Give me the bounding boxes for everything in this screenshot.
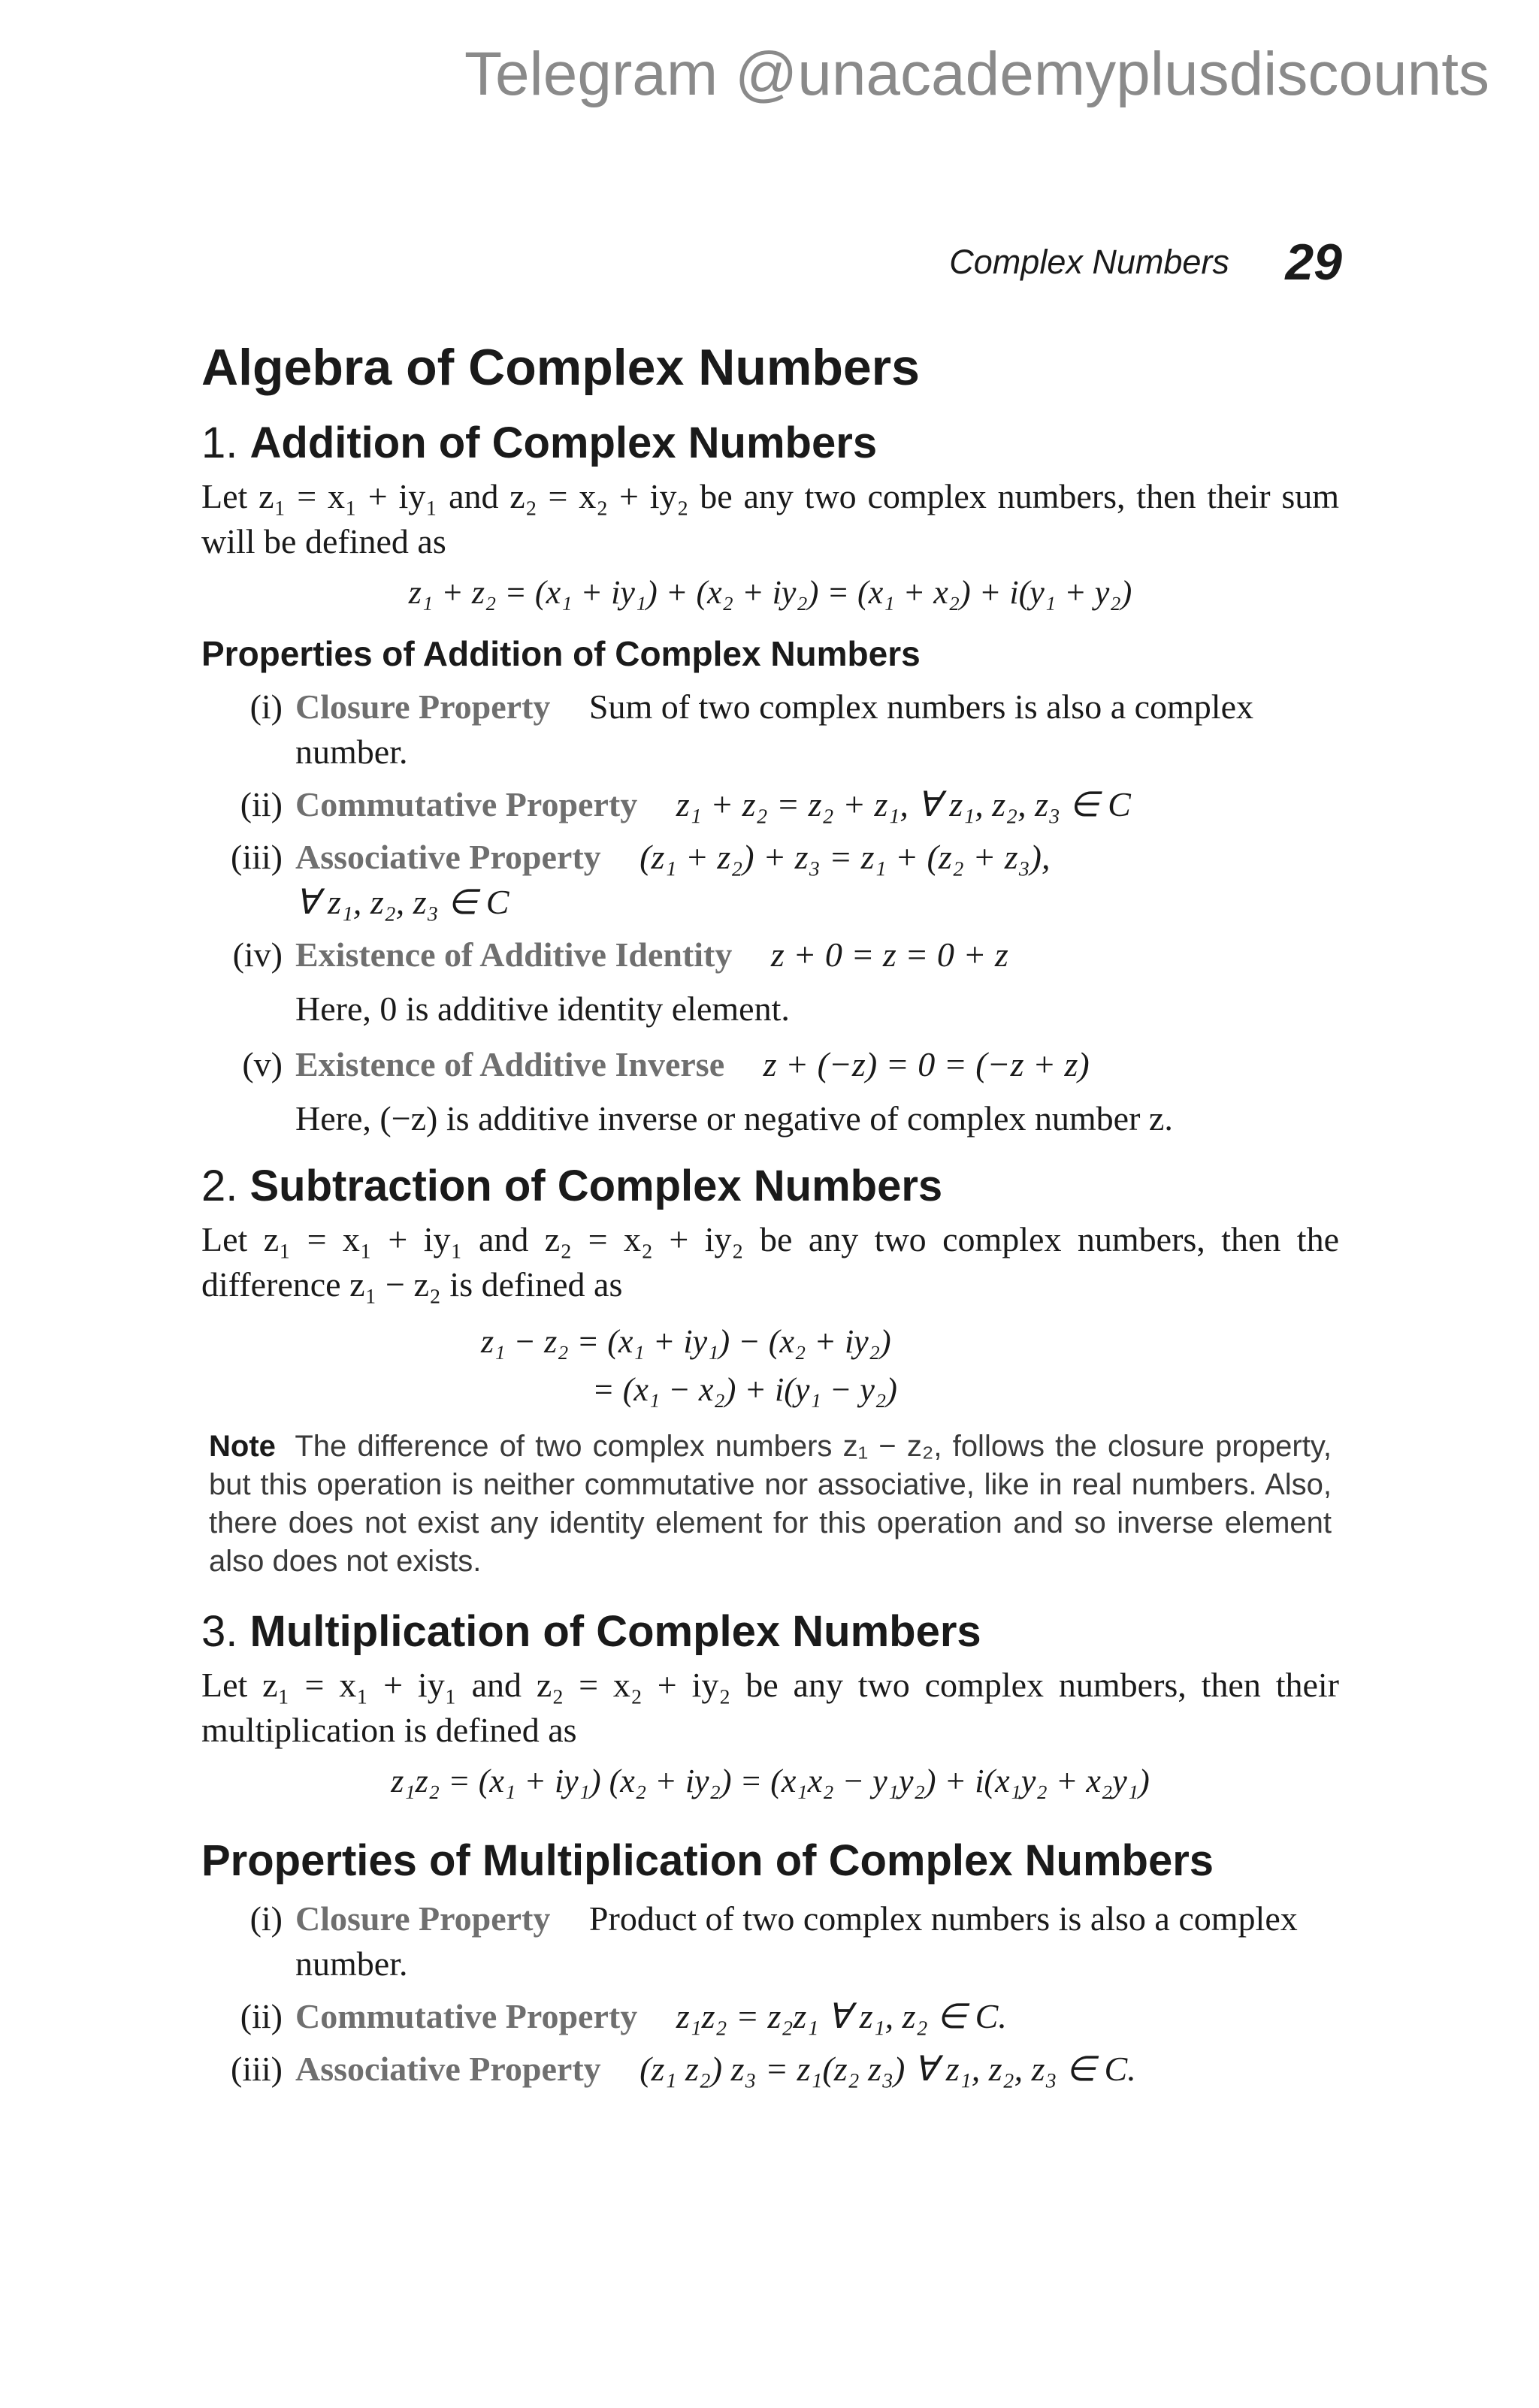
multiplication-property-commutative <box>201 1994 1339 2039</box>
property-number: (i) <box>249 1899 283 1938</box>
subtraction-formula-line-2: = (x₁ − x₂) + i(y₁ − y₂) <box>592 1371 897 1408</box>
additive-identity-note: Here, 0 is additive identity element. <box>295 989 790 1028</box>
subtraction-intro: Let z₁ = x₁ + iy₁ and z₂ = x₂ + iy₂ be any two complex numbers, then the difference z₁ − z₂ is defined as <box>201 1220 1339 1304</box>
property-name: Associative Property <box>295 838 601 876</box>
multiplication-intro: Let z₁ = x₁ + iy₁ and z₂ = x₂ + iy₂ be any two complex numbers, then their multiplication is defined as <box>201 1666 1339 1749</box>
addition-properties-heading: Properties of Addition of Complex Numbers <box>201 634 921 673</box>
property-number: (ii) <box>240 785 283 823</box>
addition-property-commutative <box>201 782 1339 827</box>
subtraction-heading <box>201 1161 1339 1211</box>
property-name: Associative Property <box>295 2050 601 2088</box>
additive-inverse-note: Here, (−z) is additive inverse or negative of complex number z. <box>295 1099 1173 1138</box>
subtraction-number: 2. <box>201 1162 238 1210</box>
property-formula: z + (−z) = 0 = (−z + z) <box>763 1045 1090 1083</box>
multiplication-property-associative <box>201 2047 1339 2092</box>
addition-property-associative <box>201 835 1339 925</box>
note-text: The difference of two complex numbers z₁ − z₂, follows the closure property, but this operation is neither commutative nor associative, like in real numbers. Also, there does not exist any identity element for this operation and so inverse element also does not exists. <box>209 1430 1332 1578</box>
multiplication-title: Multiplication of Complex Numbers <box>249 1607 981 1656</box>
subtraction-formula-line-1: z₁ − z₂ = (x₁ + iy₁) − (x₂ + iy₂) <box>481 1323 891 1360</box>
property-number: (iii) <box>231 2050 283 2088</box>
note-label: Note <box>209 1430 276 1463</box>
property-name: Commutative Property <box>295 785 638 823</box>
subtraction-title: Subtraction of Complex Numbers <box>249 1162 943 1210</box>
property-formula: z₁z₂ = z₂z₁ ∀ z₁, z₂ ∈ C. <box>676 1997 1007 2035</box>
multiplication-formula: z₁z₂ = (x₁ + iy₁) (x₂ + iy₂) = (x₁x₂ − y₁y₂) + i(x₁y₂ + x₂y₁) <box>391 1763 1150 1799</box>
property-name: Existence of Additive Identity <box>295 935 733 974</box>
property-formula: z + 0 = z = 0 + z <box>770 935 1008 974</box>
page-title: Algebra of Complex Numbers <box>201 339 920 396</box>
property-text: Product of two complex numbers is also a complex number. <box>295 1899 1298 1983</box>
multiplication-number: 3. <box>201 1607 238 1656</box>
property-name: Closure Property <box>295 1899 551 1938</box>
property-formula: (z₁ z₂) z₃ = z₁(z₂ z₃) ∀ z₁, z₂, z₃ ∈ C. <box>639 2050 1136 2088</box>
property-name: Existence of Additive Inverse <box>295 1045 725 1083</box>
addition-property-closure <box>201 684 1339 775</box>
property-formula-continued: ∀ z₁, z₂, z₃ ∈ C <box>295 883 509 921</box>
page-number: 29 <box>1285 234 1342 291</box>
addition-property-inverse <box>201 1042 1339 1087</box>
addition-heading <box>201 418 1339 468</box>
multiplication-properties-heading: Properties of Multiplication of Complex Numbers <box>201 1836 1214 1885</box>
addition-number: 1. <box>201 418 238 467</box>
property-name: Commutative Property <box>295 1997 638 2035</box>
subtraction-note <box>209 1428 1332 1581</box>
property-formula: z₁ + z₂ = z₂ + z₁, ∀ z₁, z₂, z₃ ∈ C <box>676 785 1131 823</box>
addition-title: Addition of Complex Numbers <box>249 418 878 467</box>
multiplication-property-closure <box>201 1896 1339 1987</box>
addition-intro: Let z₁ = x₁ + iy₁ and z₂ = x₂ + iy₂ be any two complex numbers, then their sum will be defined as <box>201 477 1339 560</box>
property-number: (iii) <box>231 838 283 876</box>
property-number: (v) <box>242 1045 283 1083</box>
property-text: Sum of two complex numbers is also a complex number. <box>295 687 1254 771</box>
property-number: (iv) <box>232 935 283 974</box>
running-head-title: Complex Numbers <box>949 243 1229 281</box>
multiplication-heading <box>201 1606 1339 1657</box>
page-content <box>201 338 1339 2096</box>
running-head <box>949 233 1342 292</box>
property-number: (i) <box>249 687 283 726</box>
property-number: (ii) <box>240 1997 283 2035</box>
property-formula: (z₁ + z₂) + z₃ = z₁ + (z₂ + z₃), <box>639 838 1051 876</box>
property-name: Closure Property <box>295 687 551 726</box>
watermark: Telegram @unacademyplusdiscounts <box>464 40 1489 108</box>
addition-property-identity <box>201 932 1339 977</box>
addition-formula: z₁ + z₂ = (x₁ + iy₁) + (x₂ + iy₂) = (x₁ + x₂) + i(y₁ + y₂) <box>408 574 1132 611</box>
